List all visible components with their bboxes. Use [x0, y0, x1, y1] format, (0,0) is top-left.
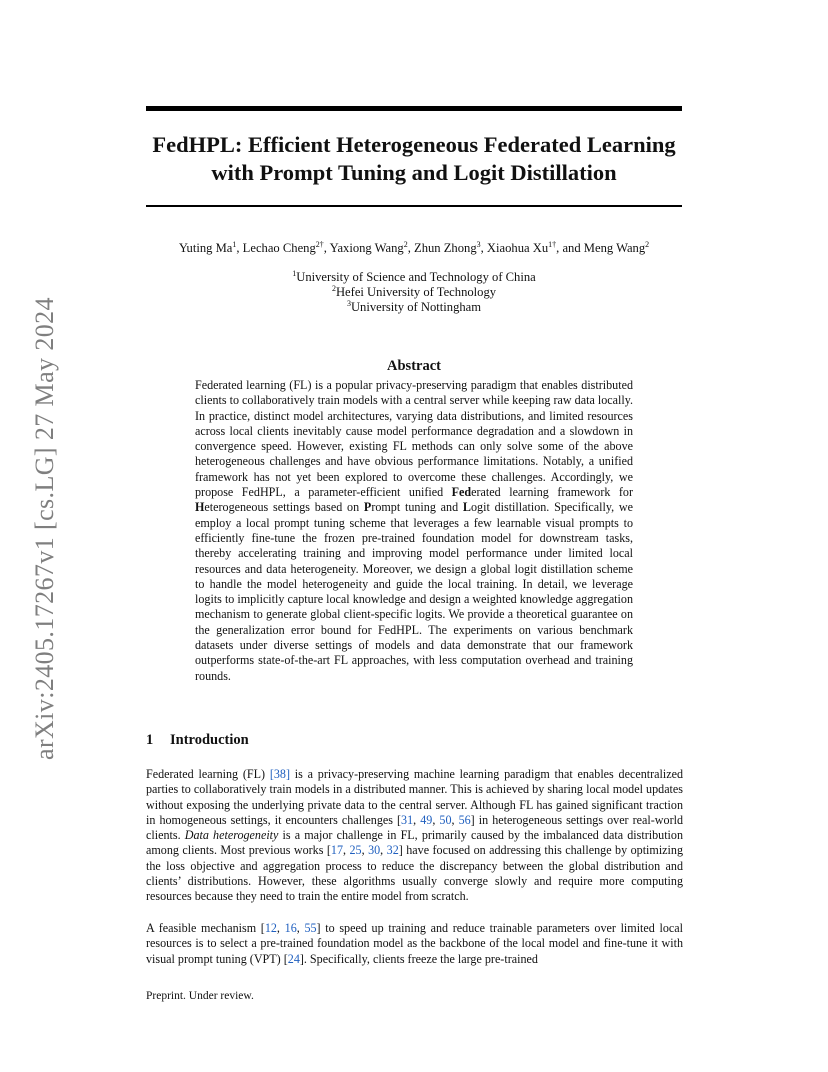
affiliation: $^1$University of Science and Technology of China — [292, 268, 536, 284]
citation-link[interactable]: 17 — [330, 843, 344, 858]
author: Lechao Cheng$^{2\dagger}$, — [242, 239, 330, 255]
abstract-body: Federated learning (FL) is a popular privacy-preserving paradigm that enables distributed clients to collaboratively train models with a central server while keeping raw data locally. In practice, distinct model architectures, varying data distributions, and limited resources across local clients inevitably cause model performance degradation and a slowdown in convergence speed. However, existing FL methods can only solve some of the above heterogeneous challenges and have obvious performance limitations. Notably, a unified framework has not yet been explored to overcome these challenges. Accordingly, we propose FedHPL, a parameter-efficient unified Federated learning framework for Heterogeneous settings based on Prompt tuning and Logit distillation. Specifically, we employ a local prompt tuning scheme that leverages a few learnable visual prompts to efficiently fine-tune the frozen pre-trained foundation model for downstream tasks, thereby accelerating training and improving model performance under limited local resources and data heterogeneity. Moreover, we design a global logit distillation scheme to handle the model heterogeneity and guide the local training. In detail, we leverage logits to implicitly capture local knowledge and design a weighted knowledge aggregation mechanism to generate global client-specific logits. We provide a theoretical guarantee on the generalization error bound for FedHPL. The experiments on various benchmark datasets under diverse settings of models and data demonstrate that our framework outperforms state-of-the-art FL approaches, with less computation overhead and training rounds. — [195, 378, 634, 683]
citation-link[interactable]: 32 — [386, 843, 399, 858]
affiliation-list — [140, 270, 688, 315]
citation-link[interactable]: [38] — [269, 767, 290, 781]
citation-link[interactable]: 31 — [401, 812, 414, 827]
section-title: Introduction — [170, 732, 249, 748]
citation-link[interactable]: 30 — [368, 843, 381, 858]
arxiv-sidebar-id: arXiv:2405.17267v1 [cs.LG] 27 May 2024 — [30, 297, 59, 760]
citation-link[interactable]: 56 — [458, 812, 471, 827]
title-top-rule — [146, 106, 682, 111]
citation-link[interactable]: 16 — [284, 921, 297, 935]
citation-link[interactable]: 55 — [304, 921, 317, 935]
author-list — [140, 241, 688, 256]
citation-link[interactable]: 49 — [420, 812, 433, 827]
intro-paragraph-2: A feasible mechanism [12, 16, 55] to speed up training and reduce trainable parameters over limited local resources is to select a pre-trained foundation model as the backbone of the local model and fine-tune it with visual prompt tuning (VPT) [24]. Specifically, clients freeze the large pre-trained — [146, 921, 684, 966]
intro-paragraph-1: Federated learning (FL) [38] is a privacy-preserving machine learning paradigm that enables decentralized parties to collaboratively train models in a distributed manner. This is achieved by sharing local model updates without exposing the underlying private data to the central server. Although FL has gained significant traction in homogeneous settings, it encounters challenges [31, 49, 50, 56] in heterogeneous settings over real-world clients. Data heterogeneity is a major challenge in FL, primarily caused by the imbalanced data distribution among clients. Most previous works [17, 25, 30, 32] have focused on addressing this challenge by optimizing the loss objective and aggregation process to reduce the discrepancy between the global distribution and clients’ distributions. However, these algorithms usually converge slowly and require more computing resources because they need to train the entire model from scratch. — [146, 767, 684, 904]
title-bottom-rule — [146, 205, 682, 207]
section-number: 1 — [146, 732, 154, 748]
affiliation: $^2$Hefei University of Technology — [331, 283, 497, 299]
citation-link[interactable]: 12 — [264, 921, 277, 935]
author: Zhun Zhong$^3$, — [414, 239, 487, 255]
author: Yuting Ma$^1$, — [178, 239, 243, 255]
author: Meng Wang$^2$ — [583, 239, 650, 255]
citation-link[interactable]: 24 — [287, 951, 300, 966]
author: Xiaohua $Xu^{1\dagger}$, and — [486, 239, 584, 255]
title-line-1: FedHPL: Efficient Heterogeneous Federated Learning — [152, 132, 676, 157]
footer-note: Preprint. Under review. — [146, 990, 254, 1002]
section-heading-introduction — [146, 732, 249, 749]
author: Yaxiong Wang$^2$, — [329, 239, 414, 255]
abstract-heading: Abstract — [387, 358, 441, 374]
citation-link[interactable]: 25 — [349, 843, 362, 858]
title-line-2: with Prompt Tuning and Logit Distillation — [211, 160, 617, 185]
paper-title — [140, 131, 688, 187]
citation-link[interactable]: 50 — [439, 812, 452, 827]
affiliation: $^3$University of Nottingham — [346, 298, 482, 314]
